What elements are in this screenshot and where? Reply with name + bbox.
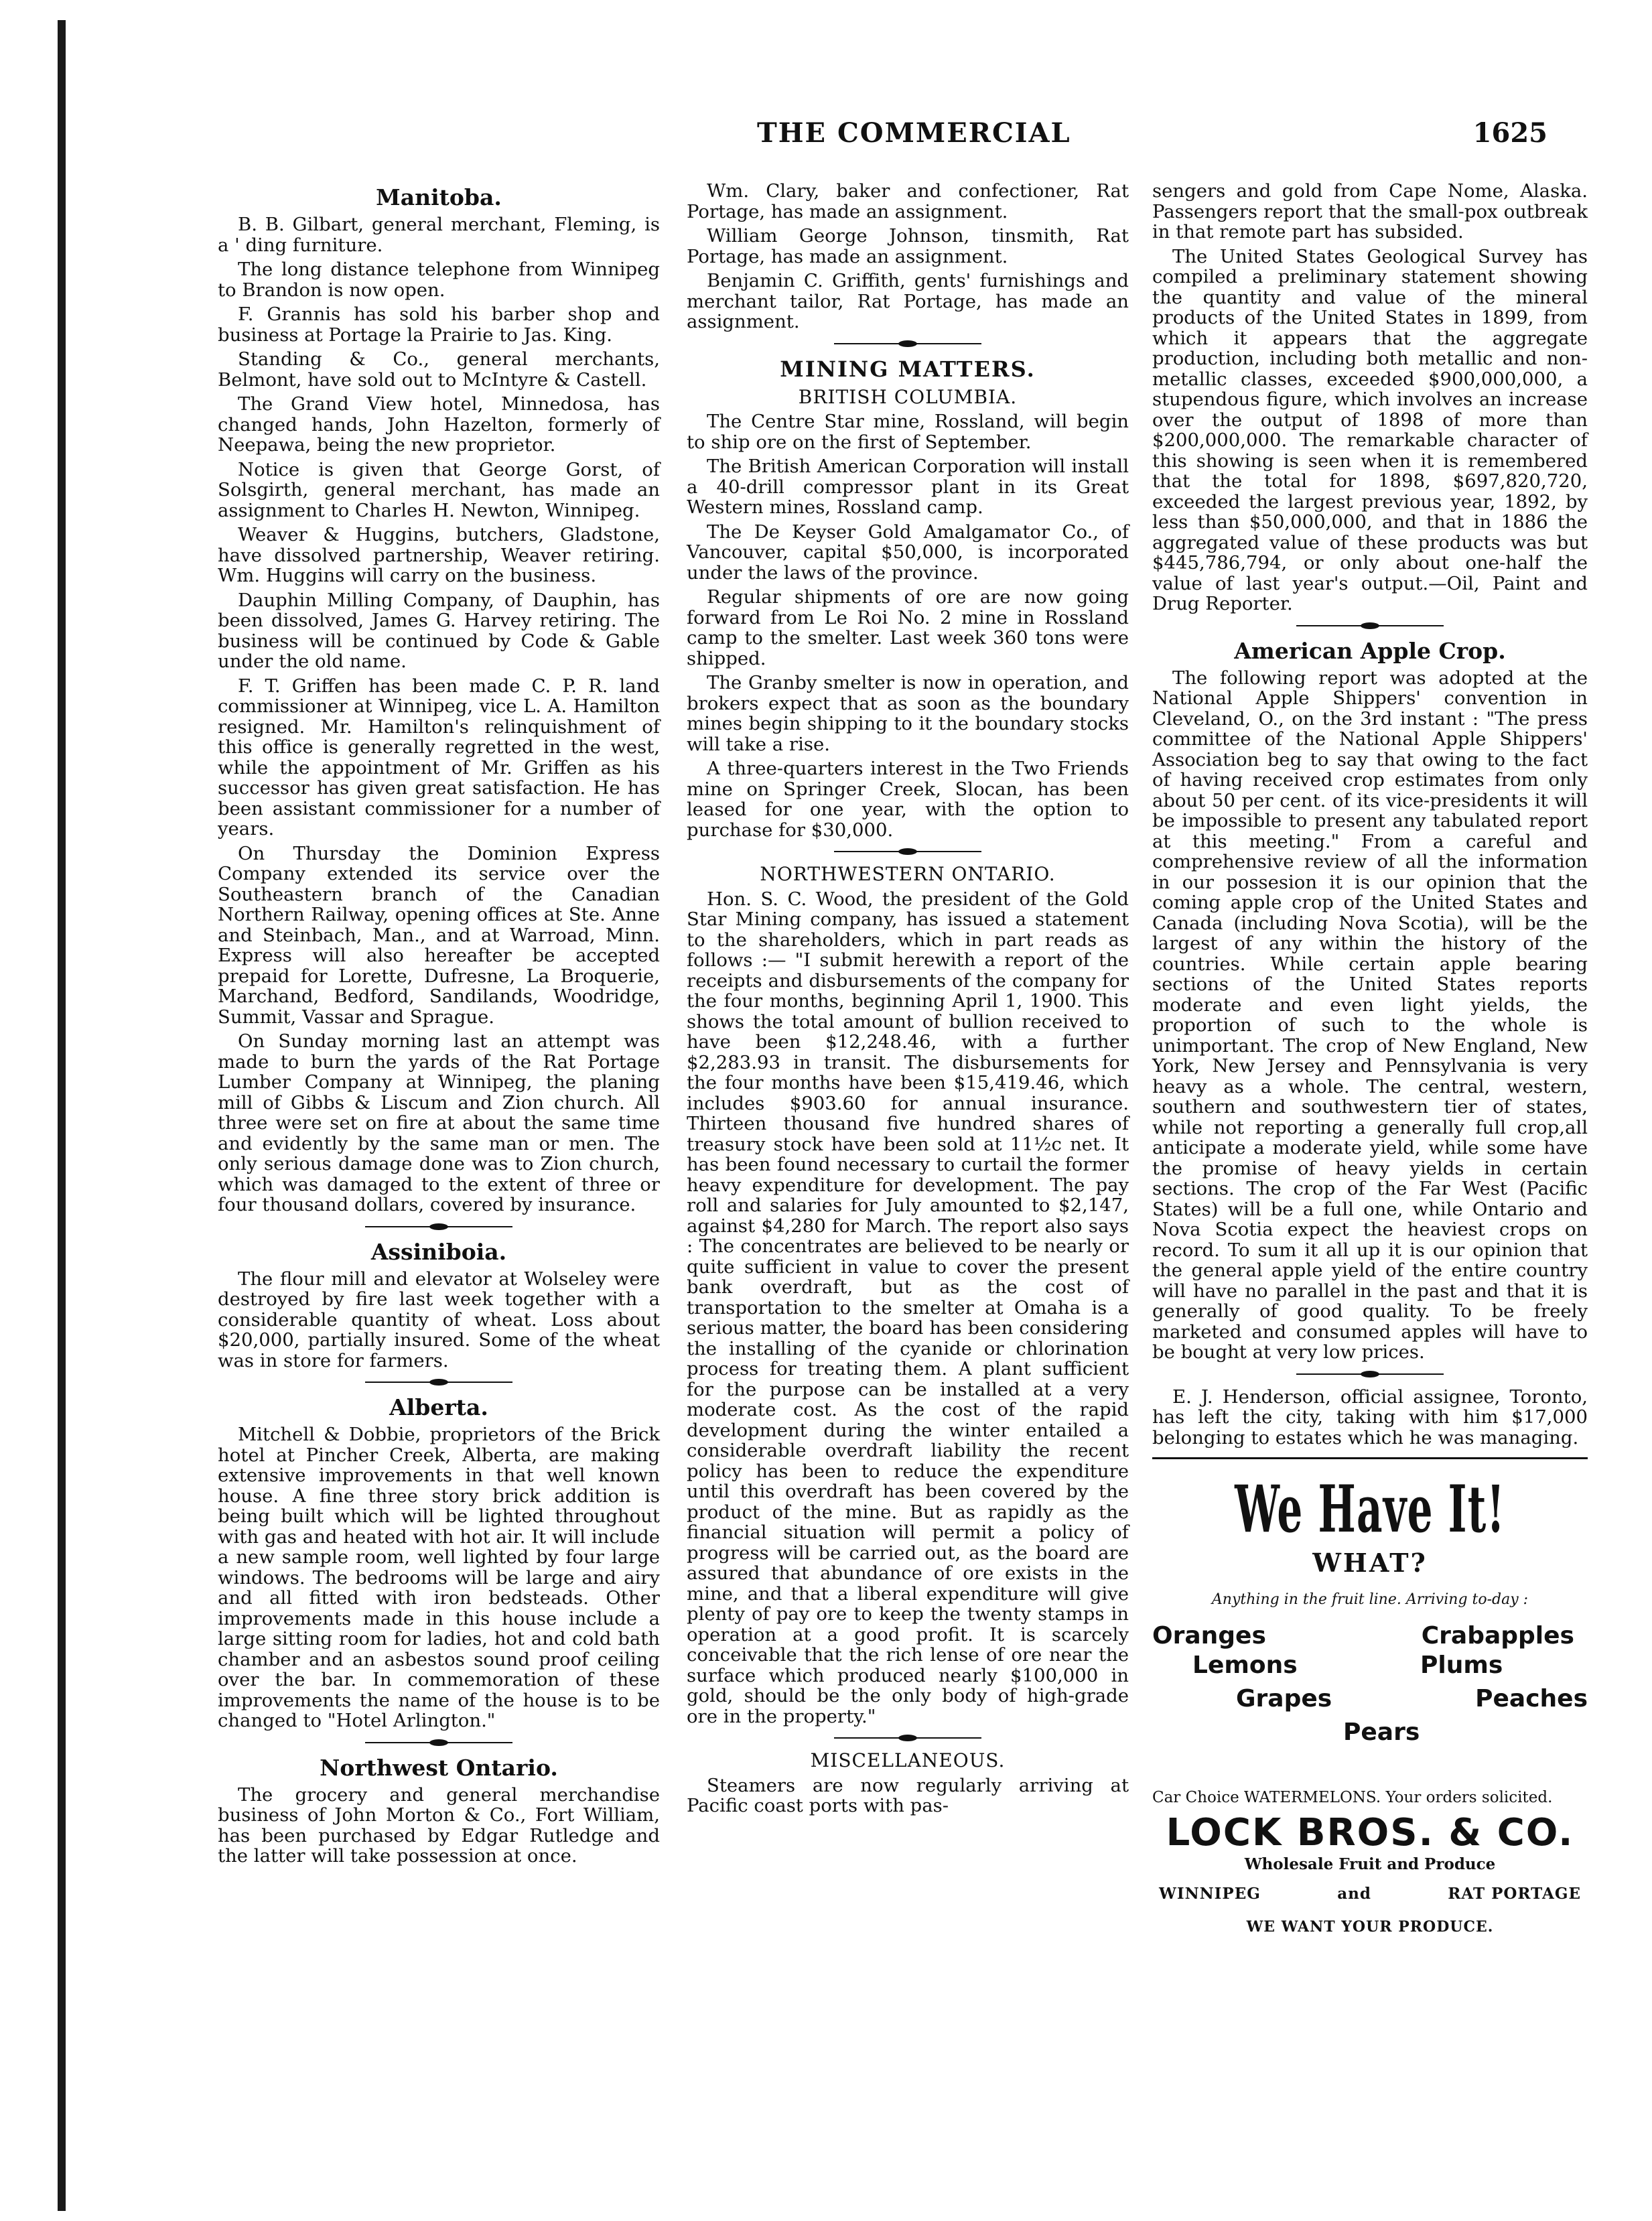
ad-footer: WE WANT YOUR PRODUCE. [1246, 1917, 1494, 1936]
advertisement-rule [1152, 1457, 1588, 1459]
section-heading-alberta: Alberta. [389, 1394, 488, 1420]
ad-firm-name: LOCK BROS. & CO. [1166, 1811, 1574, 1855]
advertisement-lock-bros [1152, 1473, 1588, 1937]
section-separator [834, 1733, 981, 1743]
page-number: 1625 [1472, 117, 1547, 149]
paragraph: Regular shipments of ore are now going forward from Le Roi No. 2 mine in Rossland camp to the smelter. Last week 360 tons were shipped. [687, 586, 1129, 669]
page-binding-edge [58, 20, 66, 2211]
section-separator [1296, 1369, 1444, 1379]
paragraph: E. J. Henderson, official assignee, Toronto, has left the city, taking with him $17,000 belonging to estates which he was managing. [1152, 1386, 1588, 1449]
column-3 [1152, 181, 1588, 1937]
paragraph: A three-quarters interest in the Two Friends mine on Springer Creek, Slocan, has been leased for one year, with the option to purchase for $30,000. [687, 758, 1129, 841]
paragraph: Notice is given that George Gorst, of Solsgirth, general merchant, has made an assignment to Charles H. Newton, Winnipeg. [218, 458, 660, 521]
paragraph: The De Keyser Gold Amalgamator Co., of Vancouver, capital $50,000, is incorporated under the laws of the province. [687, 521, 1129, 584]
subheading-british-columbia: BRITISH COLUMBIA. [798, 385, 1018, 408]
paragraph: The British American Corporation will install a 40-drill compressor plant in its Great Western mines, Rossland camp. [687, 456, 1129, 518]
paragraph: Steamers are now regularly arriving at Pacific coast ports with pas- [687, 1774, 1129, 1816]
ad-watermelons: Car Choice WATERMELONS. Your orders solicited. [1152, 1789, 1553, 1806]
section-heading-northwest-ontario: Northwest Ontario. [320, 1754, 558, 1781]
paragraph: On Thursday the Dominion Express Company extended its service over the Southeastern branch of the Canadian Northern Railway, opening offices at Ste. Anne and Steinbach, Man., and at Warroad, Minn. Express will also hereafter be accepted prepaid for Lorette, Dufresne, La Broquerie, Marchand, Bedford, Sandilands, Woodridge, Summit, Vassar and Sprague. [218, 842, 660, 1028]
fruit-item: Grapes [1236, 1685, 1332, 1712]
ad-cities [1152, 1884, 1588, 1905]
page-header [201, 117, 1574, 157]
section-heading-mining-matters: MINING MATTERS. [780, 356, 1036, 382]
paragraph: Weaver & Huggins, butchers, Gladstone, have dissolved partnership, Weaver retiring. Wm. Huggins will carry on the business. [218, 524, 660, 586]
section-heading-assiniboia: Assiniboia. [370, 1238, 507, 1265]
paragraph: On Sunday morning last an attempt was made to burn the yards of the Rat Portage Lumber Company at Winnipeg, the planing mill of Gibbs & Liscum and Zion church. All three were set on fire at about the same time and evidently by the same man or men. The only serious damage done was to Zion church, which was damaged to the extent of three or four thousand dollars, covered by insurance. [218, 1030, 660, 1215]
fruit-item: Peaches [1475, 1685, 1588, 1712]
column-2 [687, 181, 1129, 1820]
section-heading-manitoba: Manitoba. [376, 184, 502, 210]
paragraph: The Granby smelter is now in operation, and brokers expect that as soon as the boundary mines begin shipping to it the boundary stocks will take a rise. [687, 672, 1129, 755]
ad-firm-description: Wholesale Fruit and Produce [1244, 1855, 1496, 1873]
paragraph: The Grand View hotel, Minnedosa, has changed hands, John Hazelton, formerly of Neepawa, being the new proprietor. [218, 393, 660, 456]
paragraph: The following report was adopted at the National Apple Shippers' convention in Cleveland, O., on the 3rd instant : "The press committee of the National Apple Shippers' Association beg to say that owing to the fact of having received crop estimates from only about 50 per cent. of its vice-presidents it will be impossible to present any tabulated report at this meeting." From a careful and comprehensive review of all the information in our possesion it is our opinion that the coming apple crop of the United States and Canada (including Nova Scotia), will be the largest of any within the history of the countries. While certain apple bearing sections of the United States reports moderate and even light yields, the proportion of such to the whole is unimportant. The crop of New England, New York, New Jersey and Pennsylvania is very heavy as a whole. The central, western, southern and southwestern tier of states, while not reporting a generally full crop,all anticipate a moderate yield, while some have the promise of heavy yields in certain sections. The crop of the Far West (Pacific States) will be a full one, while Ontario and Nova Scotia expect the heaviest crops on record. To sum it all up it is our opinion that the general apple yield of the entire country will have no parallel in the past and that it is generally of good quality. To be freely marketed and consumed apples will have to be bought at very low prices. [1152, 667, 1588, 1363]
paragraph: B. B. Gilbart, general merchant, Fleming, is a ' ding furniture. [218, 214, 660, 256]
ad-tagline: Anything in the fruit line. Arriving to-day : [1211, 1591, 1529, 1608]
fruit-list [1152, 1622, 1588, 1781]
section-separator [365, 1738, 512, 1747]
paragraph: Standing & Co., general merchants, Belmont, have sold out to McIntyre & Castell. [218, 348, 660, 391]
paragraph: The Centre Star mine, Rossland, will begin to ship ore on the first of September. [687, 411, 1129, 453]
section-heading-american-apple-crop: American Apple Crop. [1234, 637, 1506, 664]
fruit-item: Crabapples [1421, 1622, 1574, 1650]
paragraph: Mitchell & Dobbie, proprietors of the Brick hotel at Pincher Creek, Alberta, are making extensive improvements in that well known house. A fine three story brick addition is being built which will be lighted throughout with gas and heated with hot air. It will include a new sample room, well lighted by four large windows. The bedrooms will be large and airy and all fitted with iron bedsteads. Other improvements made in this house include a large sitting room for ladies, hot and cold bath chamber and an asbestos sound proof ceiling over the bar. In commemoration of these improvements the name of the house is to be changed to "Hotel Arlington." [218, 1424, 660, 1731]
fruit-item: Lemons [1192, 1652, 1298, 1679]
paragraph: The long distance telephone from Winnipeg to Brandon is now open. [218, 259, 660, 301]
ad-and: and [1337, 1885, 1371, 1903]
section-separator [834, 339, 981, 348]
ad-city: WINNIPEG [1159, 1885, 1261, 1903]
column-1 [218, 181, 660, 1871]
fruit-item: Oranges [1152, 1622, 1266, 1650]
paragraph: Dauphin Milling Company, of Dauphin, has been dissolved, James G. Harvey retiring. The business will be continued by Code & Gable under the old name. [218, 589, 660, 672]
subheading-northwestern-ontario: NORTHWESTERN ONTARIO. [760, 863, 1056, 885]
paragraph: The flour mill and elevator at Wolseley were destroyed by fire last week together with a considerable quantity of wheat. Loss about $20,000, partially insured. Some of the wheat was in store for farmers. [218, 1268, 660, 1371]
paragraph: The United States Geological Survey has compiled a preliminary statement showing the quantity and value of the mineral products of the United States in 1899, from which it appears that the aggregate production, including both metallic and non-metallic classes, exceeded $900,000,000, a stupendous figure, which involves an increase over the output of 1898 of more than $200,000,000. The remarkable character of this showing is seen when it is remembered that the total for 1898, $697,820,720, exceeded the largest previous year, 1892, by less than $50,000,000, and that in 1886 the aggregated value of these products was but $445,786,794, or only about one-half the value of last year's output.—Oil, Paint and Drug Reporter. [1152, 245, 1588, 614]
paragraph: The grocery and general merchandise business of John Morton & Co., Fort William, has been purchased by Edgar Rutledge and the latter will take possession at once. [218, 1783, 660, 1867]
section-separator [365, 1222, 512, 1231]
paragraph: Wm. Clary, baker and confectioner, Rat Portage, has made an assignment. [687, 180, 1129, 222]
paragraph: F. Grannis has sold his barber shop and business at Portage la Prairie to Jas. King. [218, 304, 660, 346]
section-separator [1296, 621, 1444, 630]
ad-city: RAT PORTAGE [1448, 1885, 1581, 1903]
subheading-miscellaneous: MISCELLANEOUS. [810, 1749, 1006, 1771]
paragraph: F. T. Griffen has been made C. P. R. land commissioner at Winnipeg, vice L. A. Hamilton resigned. Mr. Hamilton's relinquishment of this office is generally regretted in the west, while the appointment of Mr. Griffen as his successor has given great satisfaction. He has been assistant commissioner for a number of years. [218, 675, 660, 839]
fruit-item: Pears [1343, 1719, 1420, 1746]
fruit-item: Plums [1420, 1652, 1503, 1679]
paragraph: sengers and gold from Cape Nome, Alaska. Passengers report that the small-pox outbreak in that remote part has subsided. [1152, 180, 1588, 243]
running-title: THE COMMERCIAL [757, 117, 1071, 149]
paragraph: Benjamin C. Griffith, gents' furnishings and merchant tailor, Rat Portage, has made an assignment. [687, 270, 1129, 332]
section-separator [365, 1377, 512, 1387]
paragraph: Hon. S. C. Wood, the president of the Gold Star Mining company, has issued a statement to the shareholders, which in part reads as follows :— "I submit herewith a report of the receipts and disbursements of the company for the four months, beginning April 1, 1900. This shows the total amount of bullion received to have been $12,248.46, with a further $2,283.93 in transit. The disbursements for the four months have been $15,419.46, which includes $903.60 for annual insurance. Thirteen thousand five hundred shares of treasury stock have been sold at 11½c net. It has been found necessary to curtail the former heavy expenditure for development. The pay roll and salaries for July amounted to $2,147, against $4,280 for March. The report also says : The concentrates are believed to be nearly or quite sufficient in value to cover the present bank overdraft, but as the cost of transportation to the smelter at Omaha is a serious matter, the board has been considering the installing of the cyanide or chlorination process for treating them. A plant sufficient for the purpose can be installed at a very moderate cost. As the cost of the rapid development during the winter entailed a considerable overdraft liability the recent policy has been to reduce the expenditure until this overdraft has been covered by the product of the mine. But as rapidly as the financial situation will permit a policy of progress will be carried out, as the board are assured that abundance of ore exists in the mine, and that a liberal expenditure will give plenty of pay ore to keep the twenty stamps in operation at a good profit. It is scarcely conceivable that the rich lense of ore near the surface which produced nearly $100,000 in gold, should be the only body of high-grade ore in the property." [687, 888, 1129, 1727]
ad-headline: We Have It! [1235, 1471, 1505, 1547]
paragraph: William George Johnson, tinsmith, Rat Portage, has made an assignment. [687, 225, 1129, 267]
ad-subheading: WHAT? [1312, 1548, 1428, 1578]
section-separator [834, 847, 981, 856]
